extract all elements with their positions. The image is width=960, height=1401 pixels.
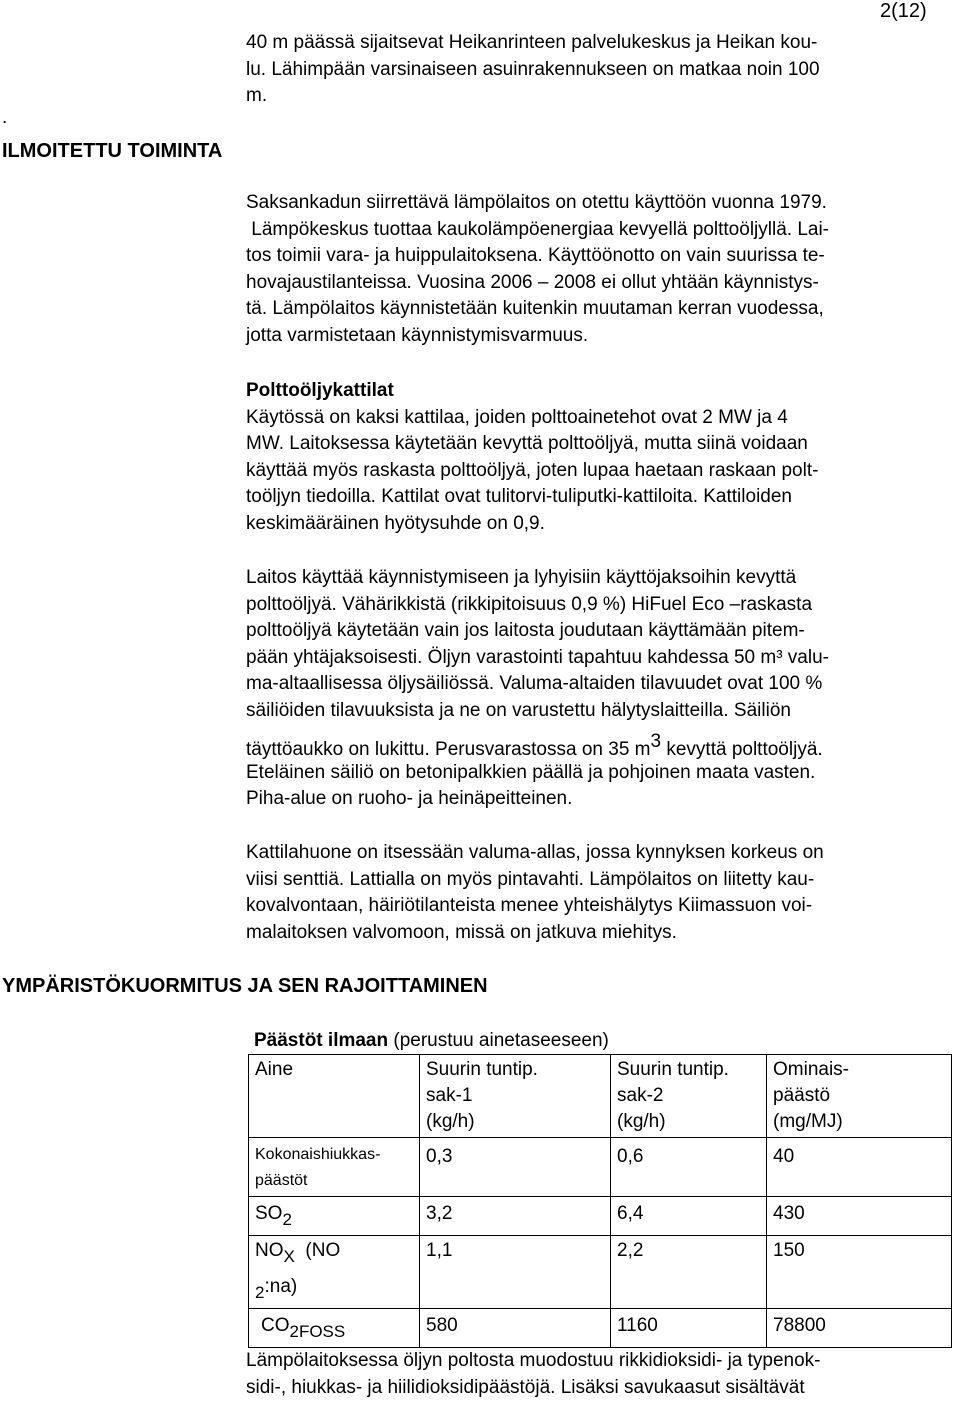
emissions-table [248,1054,952,1348]
paragraph-kattilat [246,378,818,538]
cell-value: 3,2 [420,1197,611,1236]
cell-value: 1,1 [420,1236,611,1309]
table-header-row [249,1055,952,1138]
cell-value: 0,6 [611,1138,767,1197]
cell-value: 1160 [611,1309,767,1348]
cell-substance: $SO_2$ [249,1197,420,1236]
text-line: Lämpölaitoksessa öljyn poltosta muodostuu rikkidioksidi- ja typenok- [246,1350,821,1371]
text-line: kovalvontaan, häiriötilanteista menee yhteishälytys Kiimassuon voi- [246,895,813,917]
table-row [249,1138,952,1197]
text-line: MW. Laitoksessa käytetään kevyttä polttoöljyä, mutta siinä voidaan [246,433,808,455]
cell-value: 2,2 [611,1236,767,1309]
text-line: toöljyn tiedoilla. Kattilat ovat tulitorvi-tuliputki-kattiloita. Kattiloiden [246,486,792,508]
header-sak2: Suurin tuntip. sak-2 (kg/h) [611,1055,767,1138]
cell-value: 6,4 [611,1197,767,1236]
table-row [249,1309,952,1348]
table-row [249,1197,952,1236]
header-sak1: Suurin tuntip. sak-1 (kg/h) [420,1055,611,1138]
text-line: sidi-, hiukkas- ja hiilidioksidipäästöjä. Lisäksi savukaasut sisältävät [246,1376,805,1398]
paragraph-kattilahuone [246,840,824,946]
header-ominaispaasto: Ominais- päästö (mg/MJ) [767,1055,952,1138]
text-line: 40 m päässä sijaitsevat Heikanrinteen palvelukeskus ja Heikan kou- [246,32,818,53]
text-line: säiliöiden tilavuuksista ja ne on varustettu hälytyslaitteilla. Säiliön [246,699,791,721]
paragraph-polttooljy [246,565,829,813]
cell-value: 430 [767,1197,952,1236]
cell-substance: $CO_{2FOSS}$ [249,1309,420,1348]
text-line: ma-altaallisessa öljysäiliössä. Valuma-altaiden tilavuudet ovat 100 % [246,673,823,695]
table-row [249,1236,952,1309]
page-number: 2(12) [880,0,927,22]
text-line: Kattilahuone on itsessään valuma-allas, jossa kynnyksen korkeus on [246,842,824,863]
section-heading-ymparistokuormitus: YMPÄRISTÖKUORMITUS JA SEN RAJOITTAMINEN [2,975,488,997]
cell-value: 0,3 [420,1138,611,1197]
text-line: jotta varmistetaan käynnistymisvarmuus. [246,324,589,346]
intro-paragraph [246,30,820,110]
cell-substance: $NO_X$ (NO $_2$:na) [249,1236,420,1309]
paragraph-lampolaitos [246,190,829,350]
text-line: Piha-alue on ruoho- ja heinäpeitteinen. [246,788,573,810]
text-line: Eteläinen säiliö on betonipalkkien päällä ja pohjoinen maata vasten. [246,761,816,783]
table-caption: Päästöt ilmaan (perustuu ainetaseeseen) [254,1030,609,1051]
text-line: käyttää myös raskasta polttoöljyä, joten lupaa haetaan raskaan polt- [246,459,819,481]
cell-value: 150 [767,1236,952,1309]
text-line: pään yhtäjaksoisesti. Öljyn varastointi tapahtuu kahdessa 50 m³ valu- [246,646,829,668]
text-line: tä. Lämpölaitos käynnistetään kuitenkin muutaman kerran vuodessa, [246,298,824,320]
cell-value: 580 [420,1309,611,1348]
text-line: lu. Lähimpään varsinaiseen asuinrakennukseen on matkaa noin 100 [246,58,820,80]
text-line: Lämpökeskus tuottaa kaukolämpöenergiaa kevyellä polttoöljyllä. Lai- [246,218,830,240]
section-dot: . [2,107,8,128]
cell-value: 40 [767,1138,952,1197]
text-line: täyttöaukko on lukittu. Perusvarastossa on 35 $m^3$ kevyttä polttoöljyä. [246,730,823,760]
text-line: polttoöljyä käytetään vain jos laitosta joudutaan käyttämään pitem- [246,620,805,642]
text-line: malaitoksen valvomoon, missä on jatkuva miehitys. [246,921,677,943]
text-line: viisi senttiä. Lattialla on myös pintavahti. Lämpölaitos on liitetty kau- [246,868,815,890]
text-line: hovajaustilanteissa. Vuosina 2006 – 2008 ei ollut yhtään käynnistys- [246,271,819,293]
text-line: Saksankadun siirrettävä lämpölaitos on otettu käyttöön vuonna 1979. [246,192,827,213]
text-line: Laitos käyttää käynnistymiseen ja lyhyisiin käyttöjaksoihin kevyttä [246,567,797,588]
cell-value: 78800 [767,1309,952,1348]
cell-substance: Kokonaishiukkas- päästöt [249,1138,420,1197]
text-line: keskimääräinen hyötysuhde on 0,9. [246,512,545,534]
text-line: polttoöljyä. Vähärikkistä (rikkipitoisuus 0,9 %) HiFuel Eco –raskasta [246,593,813,615]
text-line: Käytössä on kaksi kattilaa, joiden polttoainetehot ovat 2 MW ja 4 [246,406,788,428]
superscript: 3 [650,730,662,752]
section-heading-ilmoitettu-toiminta: ILMOITETTU TOIMINTA [2,140,223,162]
subheading-polttooljykattilat: Polttoöljykattilat [246,380,394,401]
header-aine: Aine [249,1055,420,1138]
text-line: tos toimii vara- ja huippulaitoksena. Käyttöönotto on vain suurissa te- [246,245,825,267]
paragraph-paastot [246,1348,821,1401]
text-line: m. [246,85,268,107]
